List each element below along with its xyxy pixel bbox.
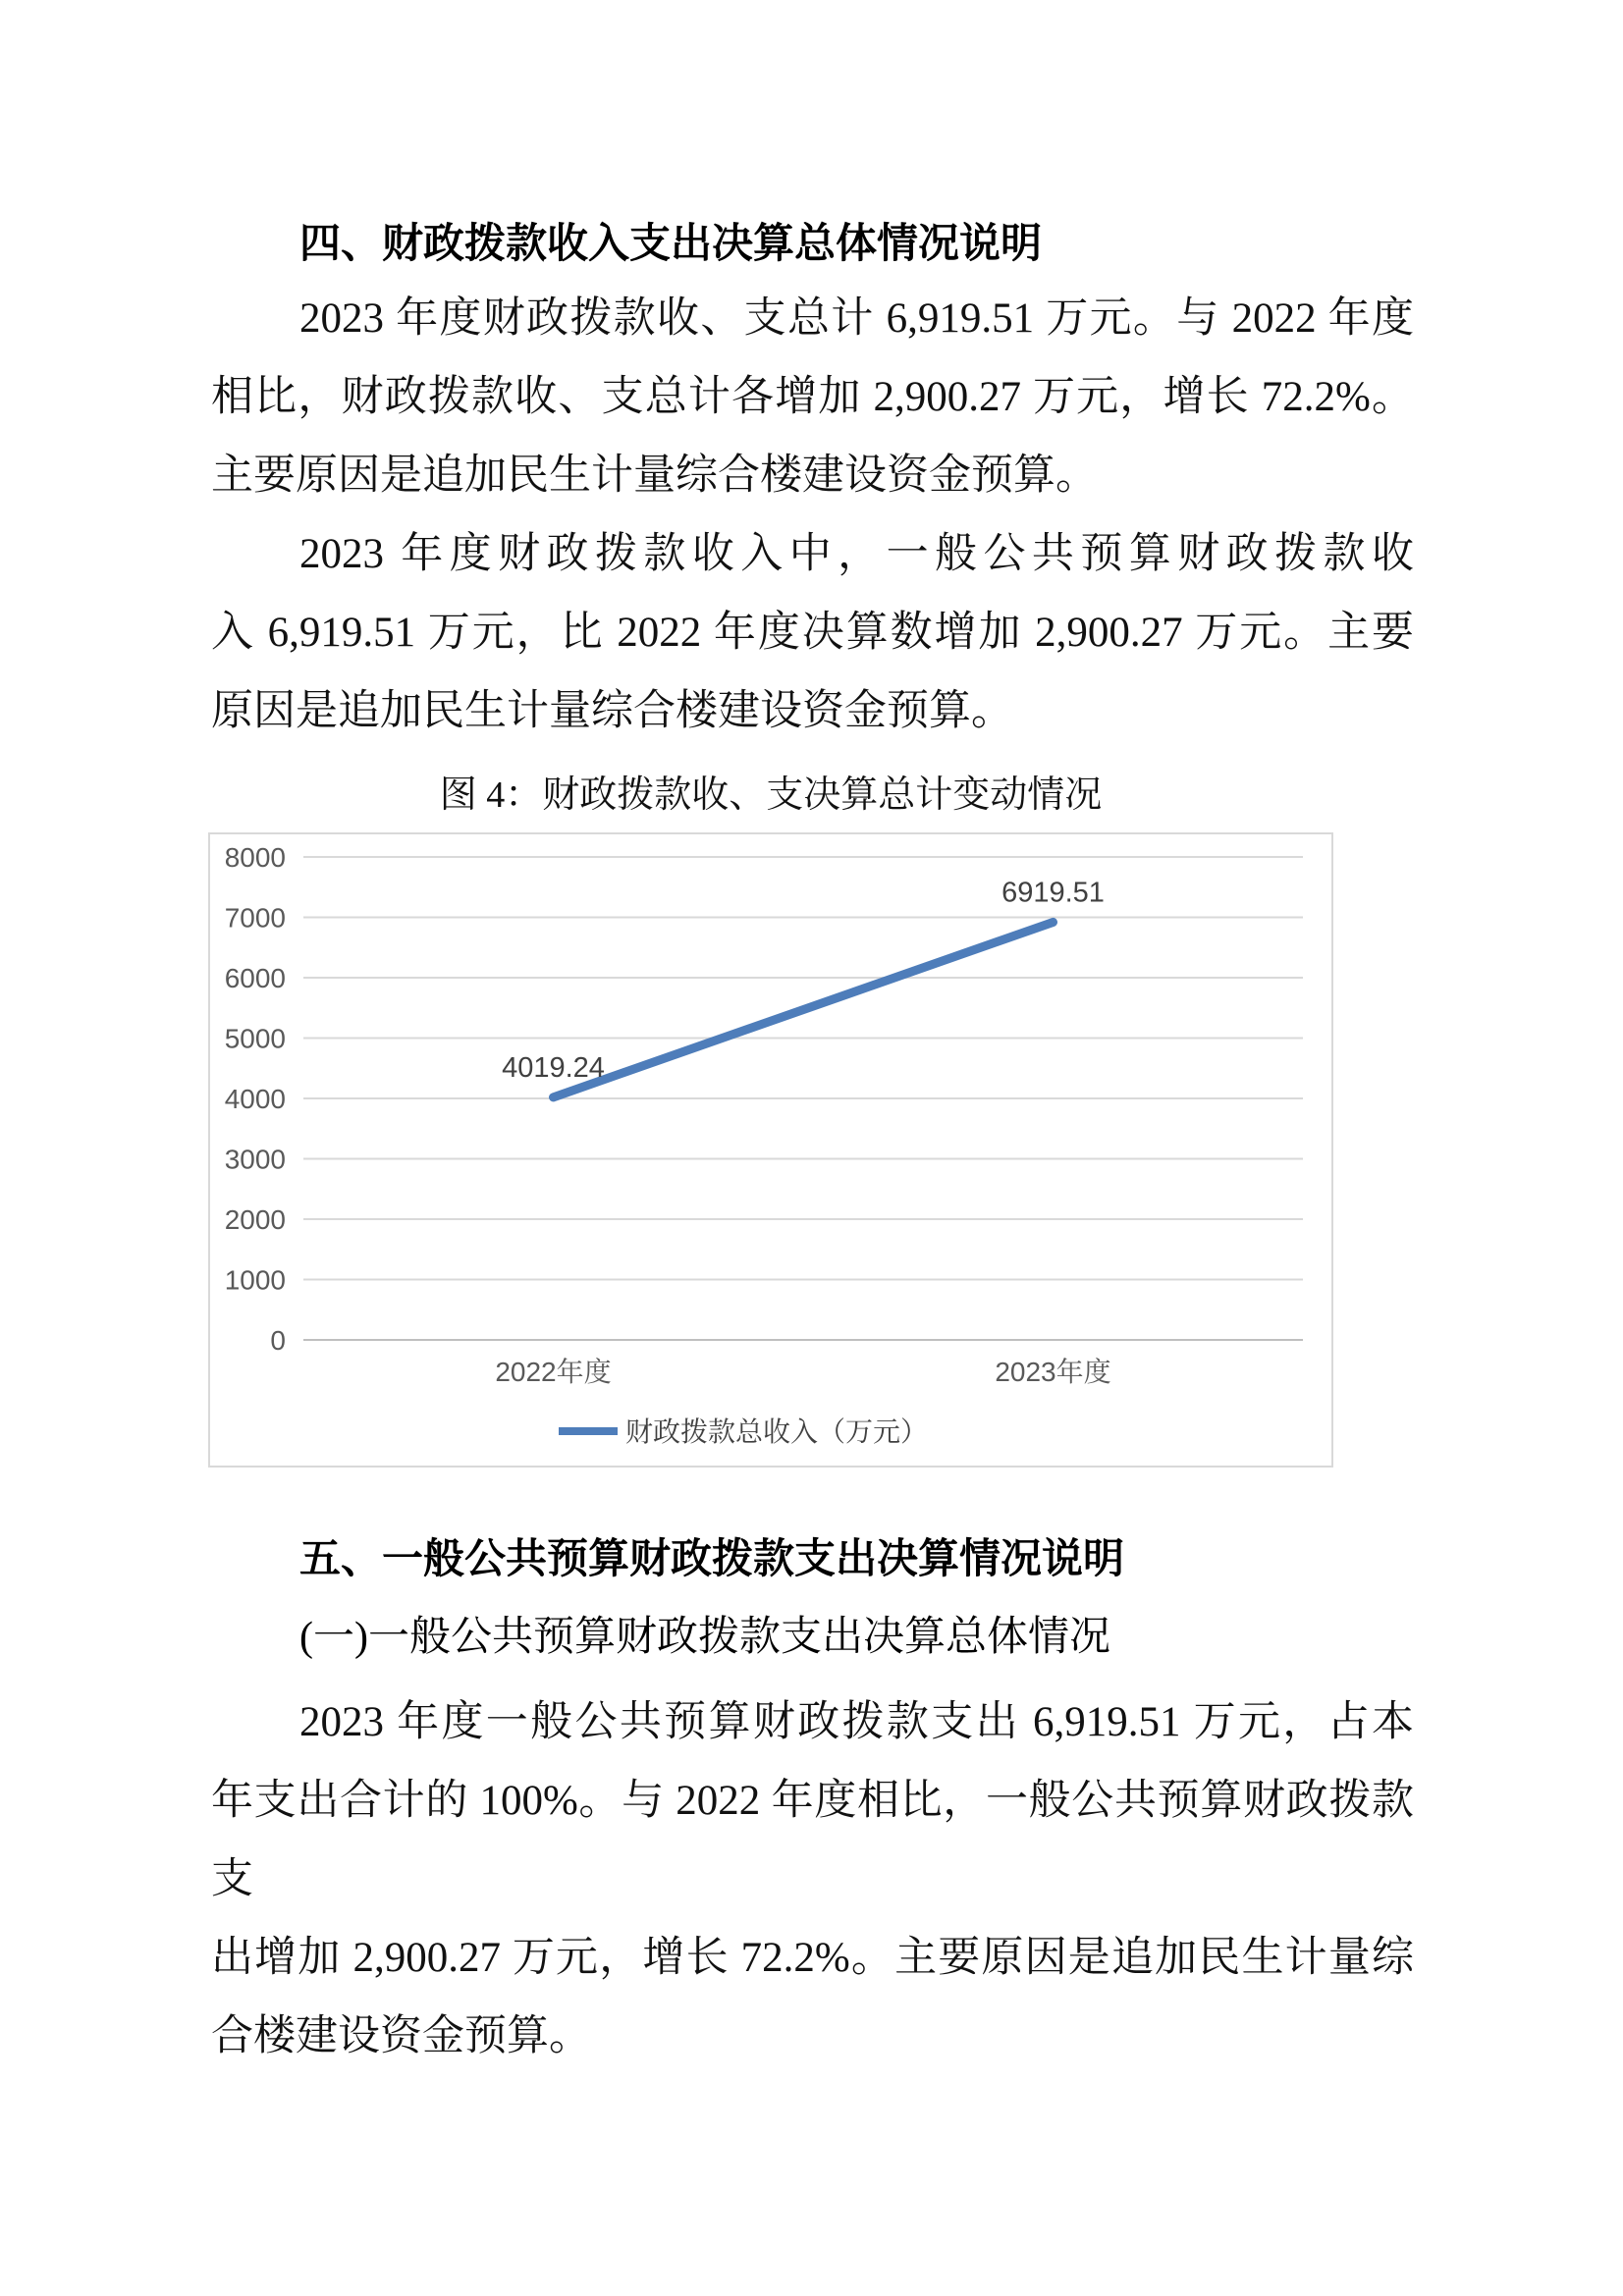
text-line: 主要原因是追加民生计量综合楼建设资金预算。 — [211, 453, 1098, 499]
x-axis-category-label: 2022年度 — [495, 1357, 612, 1387]
section4-paragraph-1 — [211, 280, 1414, 515]
section4-heading: 四、财政拨款收入支出决算总体情况说明 — [299, 220, 1043, 266]
y-axis-tick-label: 7000 — [224, 902, 286, 934]
text-line: 原因是追加民生计量综合楼建设资金预算。 — [211, 688, 1013, 734]
y-axis-tick-label: 0 — [270, 1325, 286, 1356]
text-line: 入 6,919.51 万元，比 2022 年度决算数增加 2,900.27 万元。主要 — [211, 610, 1414, 656]
text-line: 合楼建设资金预算。 — [211, 2013, 591, 2059]
section4-paragraph-2 — [211, 515, 1414, 751]
section5-heading: 五、一般公共预算财政拨款支出决算情况说明 — [299, 1535, 1125, 1581]
data-point-label: 6919.51 — [1001, 877, 1105, 909]
legend-series-label: 财政拨款总收入（万元） — [625, 1416, 929, 1447]
x-axis-category-label: 2023年度 — [995, 1357, 1111, 1387]
y-axis-tick-label: 5000 — [224, 1023, 286, 1054]
y-axis-tick-label: 6000 — [224, 963, 286, 993]
y-axis-tick-label: 3000 — [224, 1144, 286, 1175]
text-line: 出增加 2,900.27 万元，增长 72.2%。主要原因是追加民生计量综 — [211, 1935, 1414, 1981]
y-axis-tick-label: 2000 — [224, 1204, 286, 1235]
data-point-label: 4019.24 — [502, 1051, 605, 1084]
y-axis-tick-label: 8000 — [224, 842, 286, 873]
y-axis-tick-label: 1000 — [224, 1264, 286, 1296]
section5-paragraph-1 — [211, 1683, 1414, 2076]
line-chart-canvas — [210, 834, 1331, 1466]
text-line: 2023 年度财政拨款收入中，一般公共预算财政拨款收 — [299, 531, 1414, 577]
line-chart — [208, 832, 1333, 1468]
figure-caption: 图 4：财政拨款收、支决算总计变动情况 — [439, 774, 1103, 816]
section5-subheading: (一)一般公共预算财政拨款支出决算总体情况 — [299, 1615, 1110, 1660]
y-axis-tick-label: 4000 — [224, 1084, 286, 1114]
text-line: 2023 年度一般公共预算财政拨款支出 6,919.51 万元，占本 — [299, 1699, 1414, 1745]
text-line: 年支出合计的 100%。与 2022 年度相比，一般公共预算财政拨款支 — [211, 1778, 1414, 1902]
text-line: 相比，财政拨款收、支总计各增加 2,900.27 万元，增长 72.2%。 — [211, 374, 1414, 420]
data-series-line — [554, 922, 1054, 1096]
text-line: 2023 年度财政拨款收、支总计 6,919.51 万元。与 2022 年度 — [299, 295, 1414, 342]
